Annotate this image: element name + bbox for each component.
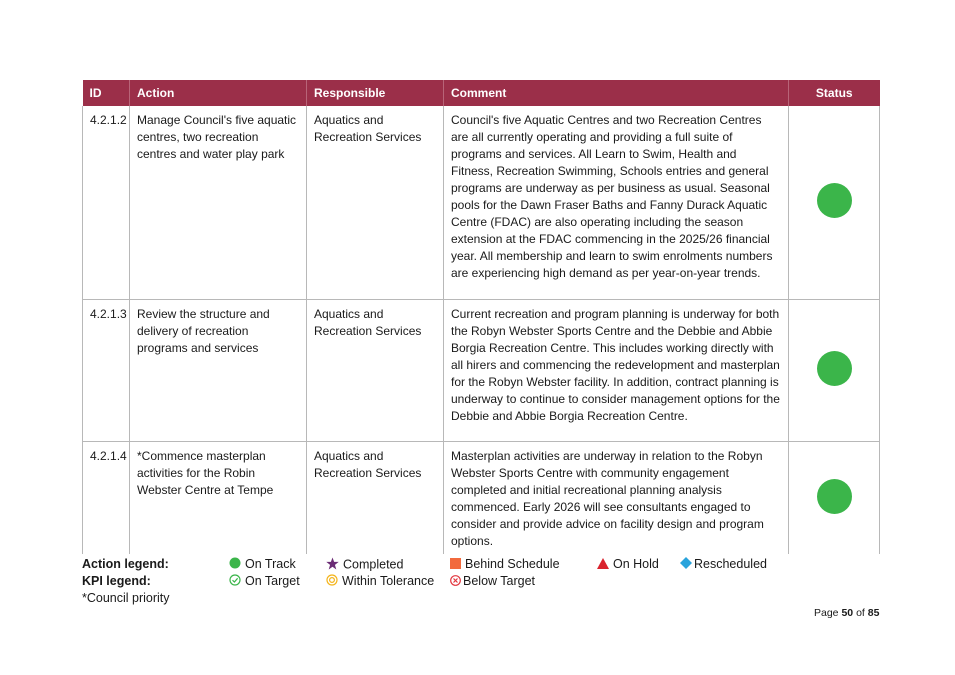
- row-action: *Commence masterplan activities for the Robin Webster Centre at Tempe: [130, 441, 307, 554]
- row-status: [789, 106, 880, 299]
- table-row: [83, 441, 880, 554]
- action-legend-label: Action legend:: [82, 557, 169, 571]
- blue-diamond-icon: [680, 557, 692, 572]
- header-action: Action: [130, 80, 307, 106]
- legend-completed: Completed: [326, 557, 403, 573]
- on-track-status-dot: [817, 479, 852, 514]
- row-comment: Masterplan activities are underway in relation to the Robyn Webster Sports Centre with community engagement completed and initial recreational planning analysis commenced. Early 2026 will see consultants engaged to consider and provide advice on facility design and program options.: [444, 441, 789, 554]
- row-responsible: Aquatics and Recreation Services: [307, 299, 444, 441]
- orange-square-icon: [450, 558, 461, 572]
- header-status: Status: [789, 80, 880, 106]
- on-track-status-dot: [817, 351, 852, 386]
- legend-rescheduled: Rescheduled: [680, 557, 767, 572]
- ring-icon: [326, 574, 338, 589]
- row-comment: Council's five Aquatic Centres and two Recreation Centres are all currently operating and providing a full suite of programs and services. All Learn to Swim, Health and Fitness, Recreation Swimming, Schools entries and general programs are underway as per business as usual. Seasonal pools for the Dawn Fraser Baths and Fanny Durack Aquatic Centre (FDAC) are also operating including the season extension at the FDAC commencing in the 2025/26 financial year. All membership and learn to swim enrolments numbers are experiencing high demand as per year-on-year trends.: [444, 106, 789, 299]
- legend-within-tolerance: Within Tolerance: [326, 574, 434, 589]
- council-priority-note: *Council priority: [82, 591, 170, 605]
- row-id: 4.2.1.3: [83, 299, 130, 441]
- page-number: Page 50 of 85: [814, 607, 880, 619]
- row-comment: Current recreation and program planning is underway for both the Robyn Webster Sports Centre and the Debbie and Abbie Borgia Recreation Centre. This includes working directly with all hirers and commencing the redevelopment and masterplan for the Robyn Webster facility. In addition, contract planning is underway to continue to consider management options for the Debbie and Abbie Borgia Recreation Centre.: [444, 299, 789, 441]
- row-id: 4.2.1.4: [83, 441, 130, 554]
- row-status: [789, 299, 880, 441]
- table-row: [83, 299, 880, 441]
- legend-on-track: On Track: [229, 557, 296, 572]
- row-status: [789, 441, 880, 554]
- kpi-legend-label: KPI legend:: [82, 574, 151, 588]
- star-icon: [326, 557, 339, 573]
- table-row: [83, 106, 880, 299]
- legend-below-target: Below Target: [450, 574, 535, 589]
- header-comment: Comment: [444, 80, 789, 106]
- row-responsible: Aquatics and Recreation Services: [307, 441, 444, 554]
- header-id: ID: [83, 80, 130, 106]
- row-action: Manage Council's five aquatic centres, two recreation centres and water play park: [130, 106, 307, 299]
- header-responsible: Responsible: [307, 80, 444, 106]
- row-action: Review the structure and delivery of recreation programs and services: [130, 299, 307, 441]
- legend-behind-schedule: Behind Schedule: [450, 557, 560, 572]
- row-id: 4.2.1.2: [83, 106, 130, 299]
- action-plan-table: [82, 80, 880, 554]
- green-circle-icon: [229, 557, 241, 572]
- table-header-row: [83, 80, 880, 106]
- legend-on-target: On Target: [229, 574, 300, 589]
- check-circle-icon: [229, 574, 241, 589]
- on-track-status-dot: [817, 183, 852, 218]
- row-responsible: Aquatics and Recreation Services: [307, 106, 444, 299]
- red-triangle-icon: [597, 558, 609, 572]
- x-circle-icon: [450, 575, 461, 589]
- legend-on-hold: On Hold: [597, 557, 659, 572]
